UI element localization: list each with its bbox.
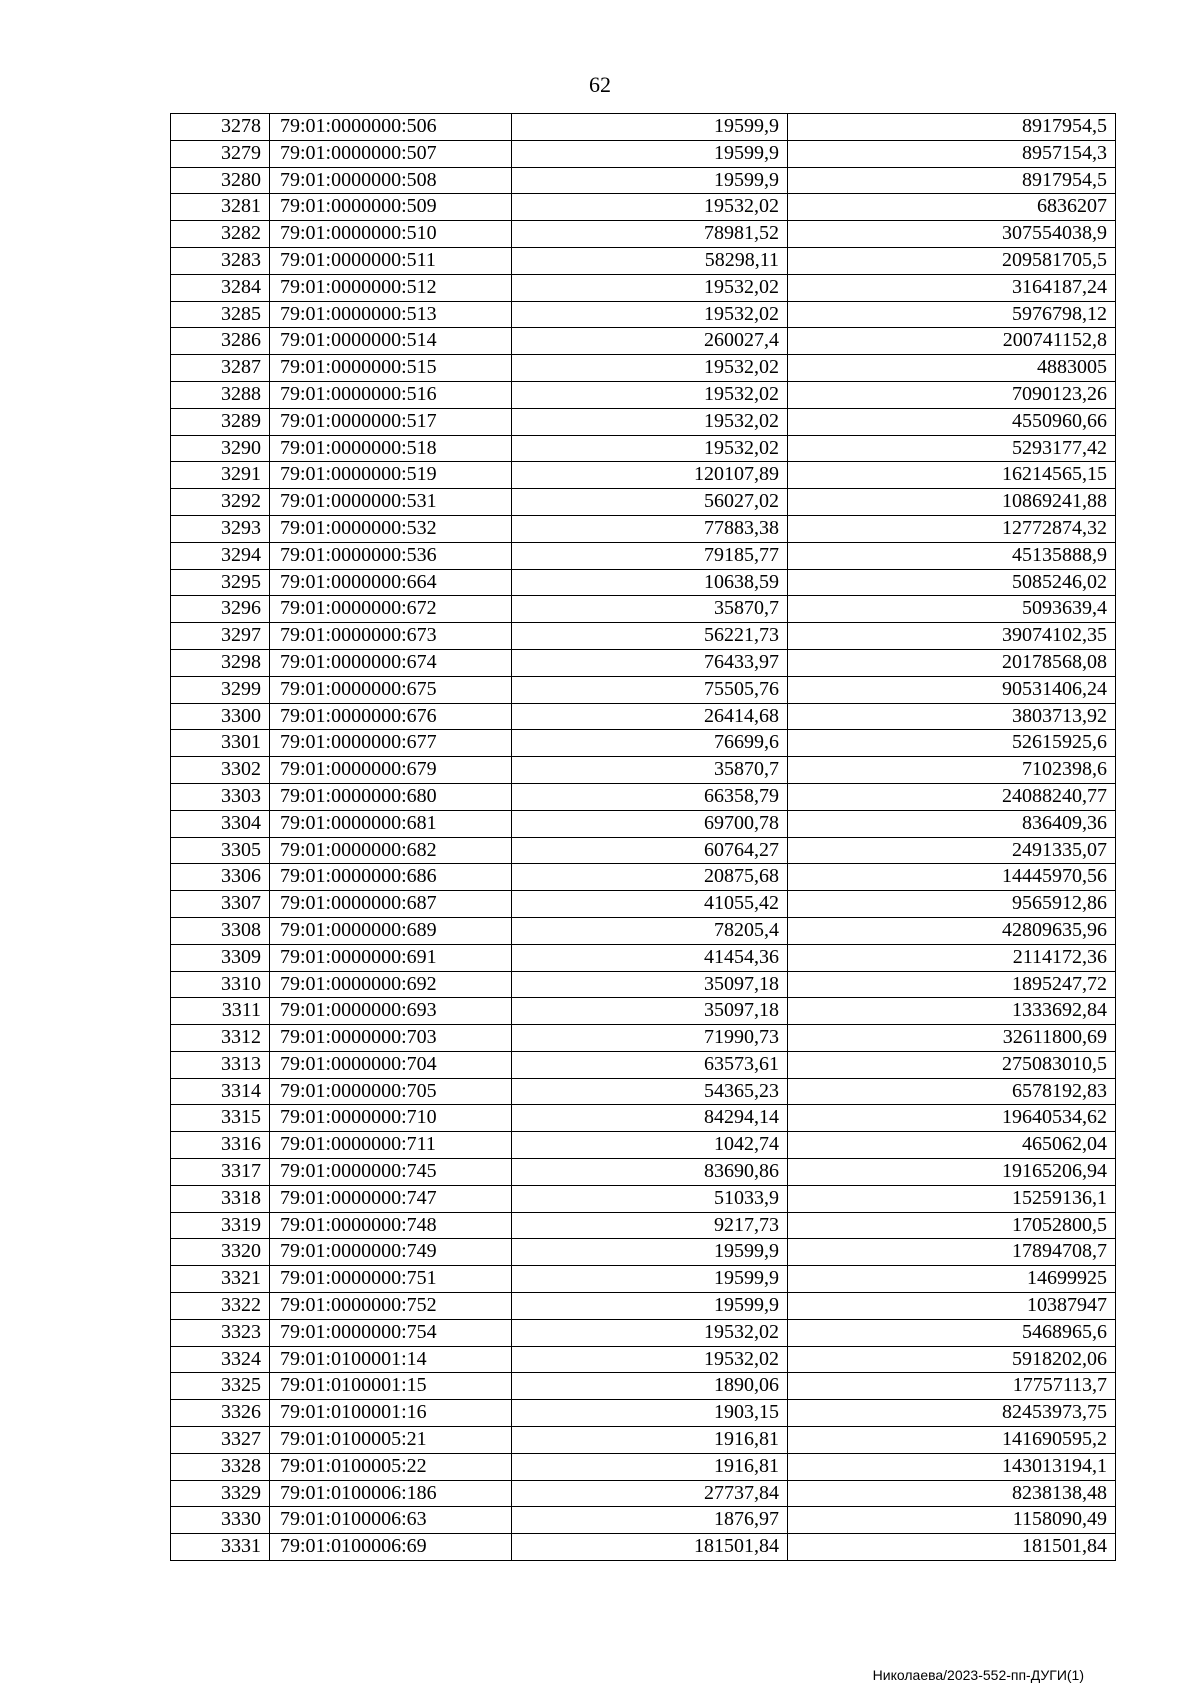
cadastral-value-cell: 4883005 <box>788 355 1116 382</box>
area-cell: 10638,59 <box>512 569 788 596</box>
cadastral-value-cell: 3164187,24 <box>788 274 1116 301</box>
table-body <box>171 114 1116 1561</box>
cadastral-value-cell: 5293177,42 <box>788 435 1116 462</box>
area-cell: 35870,7 <box>512 596 788 623</box>
row-number-cell: 3290 <box>171 435 270 462</box>
area-cell: 56221,73 <box>512 623 788 650</box>
cadastral-number-cell: 79:01:0000000:680 <box>270 783 512 810</box>
cadastral-number-cell: 79:01:0100001:16 <box>270 1400 512 1427</box>
table-row <box>171 1185 1116 1212</box>
table-row <box>171 114 1116 141</box>
cadastral-number-cell: 79:01:0000000:745 <box>270 1159 512 1186</box>
row-number-cell: 3304 <box>171 810 270 837</box>
table-row <box>171 1078 1116 1105</box>
cadastral-number-cell: 79:01:0100001:15 <box>270 1373 512 1400</box>
row-number-cell: 3320 <box>171 1239 270 1266</box>
area-cell: 66358,79 <box>512 783 788 810</box>
cadastral-value-cell: 1158090,49 <box>788 1507 1116 1534</box>
area-cell: 1916,81 <box>512 1427 788 1454</box>
cadastral-number-cell: 79:01:0000000:514 <box>270 328 512 355</box>
cadastral-value-cell: 8957154,3 <box>788 140 1116 167</box>
cadastral-number-cell: 79:01:0000000:512 <box>270 274 512 301</box>
row-number-cell: 3299 <box>171 676 270 703</box>
area-cell: 63573,61 <box>512 1051 788 1078</box>
cadastral-value-cell: 7090123,26 <box>788 381 1116 408</box>
table-row <box>171 837 1116 864</box>
table-row <box>171 730 1116 757</box>
cadastral-value-cell: 42809635,96 <box>788 917 1116 944</box>
table-row <box>171 783 1116 810</box>
table-row <box>171 1266 1116 1293</box>
area-cell: 1876,97 <box>512 1507 788 1534</box>
area-cell: 41055,42 <box>512 891 788 918</box>
table-row <box>171 703 1116 730</box>
cadastral-number-cell: 79:01:0000000:672 <box>270 596 512 623</box>
cadastral-number-cell: 79:01:0000000:513 <box>270 301 512 328</box>
page-number: 62 <box>589 72 611 97</box>
area-cell: 19532,02 <box>512 301 788 328</box>
cadastral-number-cell: 79:01:0000000:752 <box>270 1293 512 1320</box>
row-number-cell: 3286 <box>171 328 270 355</box>
cadastral-value-cell: 15259136,1 <box>788 1185 1116 1212</box>
cadastral-value-cell: 6836207 <box>788 194 1116 221</box>
table-row <box>171 676 1116 703</box>
table-row <box>171 167 1116 194</box>
table-row <box>171 1373 1116 1400</box>
area-cell: 78981,52 <box>512 221 788 248</box>
row-number-cell: 3297 <box>171 623 270 650</box>
row-number-cell: 3330 <box>171 1507 270 1534</box>
table-row <box>171 515 1116 542</box>
cadastral-number-cell: 79:01:0000000:519 <box>270 462 512 489</box>
cadastral-value-cell: 5085246,02 <box>788 569 1116 596</box>
cadastral-number-cell: 79:01:0000000:674 <box>270 649 512 676</box>
cadastral-value-cell: 17894708,7 <box>788 1239 1116 1266</box>
row-number-cell: 3282 <box>171 221 270 248</box>
cadastral-value-cell: 39074102,35 <box>788 623 1116 650</box>
cadastral-value-cell: 6578192,83 <box>788 1078 1116 1105</box>
cadastral-number-cell: 79:01:0000000:675 <box>270 676 512 703</box>
row-number-cell: 3280 <box>171 167 270 194</box>
cadastral-value-cell: 5976798,12 <box>788 301 1116 328</box>
cadastral-value-cell: 7102398,6 <box>788 757 1116 784</box>
area-cell: 19532,02 <box>512 355 788 382</box>
table-row <box>171 221 1116 248</box>
table-row <box>171 864 1116 891</box>
table-row <box>171 1212 1116 1239</box>
cadastral-value-cell: 181501,84 <box>788 1534 1116 1561</box>
cadastral-number-cell: 79:01:0000000:689 <box>270 917 512 944</box>
cadastral-number-cell: 79:01:0000000:682 <box>270 837 512 864</box>
cadastral-value-cell: 275083010,5 <box>788 1051 1116 1078</box>
table-row <box>171 998 1116 1025</box>
cadastral-value-cell: 307554038,9 <box>788 221 1116 248</box>
cadastral-number-cell: 79:01:0000000:692 <box>270 971 512 998</box>
area-cell: 19532,02 <box>512 194 788 221</box>
row-number-cell: 3291 <box>171 462 270 489</box>
row-number-cell: 3295 <box>171 569 270 596</box>
area-cell: 79185,77 <box>512 542 788 569</box>
row-number-cell: 3279 <box>171 140 270 167</box>
cadastral-number-cell: 79:01:0000000:711 <box>270 1132 512 1159</box>
table-row <box>171 408 1116 435</box>
cadastral-number-cell: 79:01:0100005:22 <box>270 1453 512 1480</box>
cadastral-number-cell: 79:01:0000000:748 <box>270 1212 512 1239</box>
row-number-cell: 3301 <box>171 730 270 757</box>
table-row <box>171 1400 1116 1427</box>
row-number-cell: 3324 <box>171 1346 270 1373</box>
cadastral-value-cell: 14699925 <box>788 1266 1116 1293</box>
cadastral-value-cell: 17757113,7 <box>788 1373 1116 1400</box>
cadastral-value-cell: 1333692,84 <box>788 998 1116 1025</box>
cadastral-value-cell: 4550960,66 <box>788 408 1116 435</box>
cadastral-value-cell: 10387947 <box>788 1293 1116 1320</box>
area-cell: 26414,68 <box>512 703 788 730</box>
row-number-cell: 3331 <box>171 1534 270 1561</box>
cadastral-value-cell: 2491335,07 <box>788 837 1116 864</box>
area-cell: 1916,81 <box>512 1453 788 1480</box>
area-cell: 58298,11 <box>512 247 788 274</box>
table-row <box>171 140 1116 167</box>
table-row <box>171 1051 1116 1078</box>
row-number-cell: 3285 <box>171 301 270 328</box>
cadastral-value-cell: 90531406,24 <box>788 676 1116 703</box>
cadastral-value-cell: 19640534,62 <box>788 1105 1116 1132</box>
table-row <box>171 623 1116 650</box>
cadastral-number-cell: 79:01:0000000:705 <box>270 1078 512 1105</box>
area-cell: 19532,02 <box>512 274 788 301</box>
area-cell: 56027,02 <box>512 489 788 516</box>
cadastral-value-cell: 14445970,56 <box>788 864 1116 891</box>
cadastral-value-cell: 200741152,8 <box>788 328 1116 355</box>
table-row <box>171 301 1116 328</box>
cadastral-number-cell: 79:01:0100006:69 <box>270 1534 512 1561</box>
area-cell: 19599,9 <box>512 114 788 141</box>
table-row <box>171 596 1116 623</box>
row-number-cell: 3312 <box>171 1025 270 1052</box>
row-number-cell: 3313 <box>171 1051 270 1078</box>
cadastral-number-cell: 79:01:0000000:686 <box>270 864 512 891</box>
table-row <box>171 1507 1116 1534</box>
table-row <box>171 569 1116 596</box>
cadastral-value-cell: 52615925,6 <box>788 730 1116 757</box>
cadastral-number-cell: 79:01:0000000:664 <box>270 569 512 596</box>
cadastral-number-cell: 79:01:0000000:516 <box>270 381 512 408</box>
area-cell: 51033,9 <box>512 1185 788 1212</box>
cadastral-number-cell: 79:01:0000000:754 <box>270 1319 512 1346</box>
area-cell: 19599,9 <box>512 1239 788 1266</box>
cadastral-number-cell: 79:01:0000000:676 <box>270 703 512 730</box>
row-number-cell: 3328 <box>171 1453 270 1480</box>
area-cell: 19532,02 <box>512 381 788 408</box>
table-row <box>171 247 1116 274</box>
row-number-cell: 3321 <box>171 1266 270 1293</box>
cadastral-value-cell: 141690595,2 <box>788 1427 1116 1454</box>
row-number-cell: 3316 <box>171 1132 270 1159</box>
table-row <box>171 1319 1116 1346</box>
cadastral-value-table <box>170 113 1116 1561</box>
area-cell: 181501,84 <box>512 1534 788 1561</box>
cadastral-value-cell: 5468965,6 <box>788 1319 1116 1346</box>
row-number-cell: 3281 <box>171 194 270 221</box>
area-cell: 76433,97 <box>512 649 788 676</box>
area-cell: 19532,02 <box>512 1346 788 1373</box>
cadastral-number-cell: 79:01:0000000:510 <box>270 221 512 248</box>
row-number-cell: 3278 <box>171 114 270 141</box>
table-row <box>171 489 1116 516</box>
cadastral-number-cell: 79:01:0000000:531 <box>270 489 512 516</box>
cadastral-number-cell: 79:01:0000000:536 <box>270 542 512 569</box>
area-cell: 19599,9 <box>512 167 788 194</box>
table-row <box>171 435 1116 462</box>
area-cell: 19532,02 <box>512 408 788 435</box>
cadastral-number-cell: 79:01:0000000:747 <box>270 1185 512 1212</box>
table-row <box>171 1105 1116 1132</box>
row-number-cell: 3318 <box>171 1185 270 1212</box>
cadastral-number-cell: 79:01:0000000:515 <box>270 355 512 382</box>
cadastral-number-cell: 79:01:0000000:507 <box>270 140 512 167</box>
cadastral-value-cell: 20178568,08 <box>788 649 1116 676</box>
row-number-cell: 3293 <box>171 515 270 542</box>
cadastral-number-cell: 79:01:0000000:704 <box>270 1051 512 1078</box>
cadastral-number-cell: 79:01:0000000:677 <box>270 730 512 757</box>
cadastral-number-cell: 79:01:0000000:518 <box>270 435 512 462</box>
table-row <box>171 355 1116 382</box>
cadastral-value-cell: 143013194,1 <box>788 1453 1116 1480</box>
cadastral-number-cell: 79:01:0000000:710 <box>270 1105 512 1132</box>
table-row <box>171 810 1116 837</box>
table-row <box>171 1480 1116 1507</box>
cadastral-value-cell: 465062,04 <box>788 1132 1116 1159</box>
area-cell: 19532,02 <box>512 1319 788 1346</box>
table-row <box>171 1534 1116 1561</box>
row-number-cell: 3310 <box>171 971 270 998</box>
cadastral-number-cell: 79:01:0000000:532 <box>270 515 512 542</box>
row-number-cell: 3315 <box>171 1105 270 1132</box>
cadastral-value-cell: 209581705,5 <box>788 247 1116 274</box>
area-cell: 120107,89 <box>512 462 788 489</box>
cadastral-number-cell: 79:01:0100005:21 <box>270 1427 512 1454</box>
row-number-cell: 3289 <box>171 408 270 435</box>
row-number-cell: 3298 <box>171 649 270 676</box>
cadastral-number-cell: 79:01:0000000:517 <box>270 408 512 435</box>
cadastral-number-cell: 79:01:0000000:751 <box>270 1266 512 1293</box>
table-row <box>171 1159 1116 1186</box>
area-cell: 19599,9 <box>512 140 788 167</box>
table-row <box>171 649 1116 676</box>
row-number-cell: 3327 <box>171 1427 270 1454</box>
row-number-cell: 3311 <box>171 998 270 1025</box>
cadastral-value-cell: 8238138,48 <box>788 1480 1116 1507</box>
area-cell: 19599,9 <box>512 1266 788 1293</box>
row-number-cell: 3307 <box>171 891 270 918</box>
row-number-cell: 3292 <box>171 489 270 516</box>
cadastral-number-cell: 79:01:0000000:691 <box>270 944 512 971</box>
row-number-cell: 3294 <box>171 542 270 569</box>
table-row <box>171 328 1116 355</box>
cadastral-value-cell: 8917954,5 <box>788 167 1116 194</box>
area-cell: 35870,7 <box>512 757 788 784</box>
cadastral-value-cell: 45135888,9 <box>788 542 1116 569</box>
table-row <box>171 971 1116 998</box>
cadastral-number-cell: 79:01:0000000:508 <box>270 167 512 194</box>
cadastral-number-cell: 79:01:0000000:687 <box>270 891 512 918</box>
area-cell: 84294,14 <box>512 1105 788 1132</box>
table-row <box>171 1427 1116 1454</box>
cadastral-value-cell: 19165206,94 <box>788 1159 1116 1186</box>
area-cell: 83690,86 <box>512 1159 788 1186</box>
row-number-cell: 3319 <box>171 1212 270 1239</box>
area-cell: 20875,68 <box>512 864 788 891</box>
cadastral-number-cell: 79:01:0000000:681 <box>270 810 512 837</box>
row-number-cell: 3309 <box>171 944 270 971</box>
area-cell: 41454,36 <box>512 944 788 971</box>
cadastral-value-cell: 9565912,86 <box>788 891 1116 918</box>
table-row <box>171 944 1116 971</box>
cadastral-number-cell: 79:01:0000000:511 <box>270 247 512 274</box>
cadastral-value-cell: 5093639,4 <box>788 596 1116 623</box>
cadastral-number-cell: 79:01:0000000:673 <box>270 623 512 650</box>
area-cell: 60764,27 <box>512 837 788 864</box>
cadastral-value-cell: 8917954,5 <box>788 114 1116 141</box>
area-cell: 76699,6 <box>512 730 788 757</box>
area-cell: 19532,02 <box>512 435 788 462</box>
table-row <box>171 462 1116 489</box>
area-cell: 35097,18 <box>512 971 788 998</box>
document-footer: Николаева/2023-552-пп-ДУГИ(1) <box>872 1667 1084 1683</box>
row-number-cell: 3300 <box>171 703 270 730</box>
area-cell: 1903,15 <box>512 1400 788 1427</box>
row-number-cell: 3329 <box>171 1480 270 1507</box>
cadastral-number-cell: 79:01:0000000:679 <box>270 757 512 784</box>
cadastral-number-cell: 79:01:0000000:749 <box>270 1239 512 1266</box>
row-number-cell: 3314 <box>171 1078 270 1105</box>
cadastral-number-cell: 79:01:0000000:693 <box>270 998 512 1025</box>
row-number-cell: 3287 <box>171 355 270 382</box>
table-row <box>171 274 1116 301</box>
area-cell: 75505,76 <box>512 676 788 703</box>
row-number-cell: 3325 <box>171 1373 270 1400</box>
cadastral-value-cell: 82453973,75 <box>788 1400 1116 1427</box>
cadastral-value-cell: 24088240,77 <box>788 783 1116 810</box>
row-number-cell: 3296 <box>171 596 270 623</box>
table-row <box>171 1293 1116 1320</box>
row-number-cell: 3306 <box>171 864 270 891</box>
cadastral-value-cell: 12772874,32 <box>788 515 1116 542</box>
row-number-cell: 3303 <box>171 783 270 810</box>
cadastral-value-cell: 16214565,15 <box>788 462 1116 489</box>
cadastral-value-cell: 5918202,06 <box>788 1346 1116 1373</box>
cadastral-number-cell: 79:01:0100006:63 <box>270 1507 512 1534</box>
row-number-cell: 3305 <box>171 837 270 864</box>
row-number-cell: 3317 <box>171 1159 270 1186</box>
row-number-cell: 3283 <box>171 247 270 274</box>
area-cell: 19599,9 <box>512 1293 788 1320</box>
area-cell: 9217,73 <box>512 1212 788 1239</box>
row-number-cell: 3323 <box>171 1319 270 1346</box>
cadastral-number-cell: 79:01:0000000:703 <box>270 1025 512 1052</box>
table-row <box>171 917 1116 944</box>
table-row <box>171 1239 1116 1266</box>
table-row <box>171 381 1116 408</box>
area-cell: 1890,06 <box>512 1373 788 1400</box>
table-row <box>171 757 1116 784</box>
table-row <box>171 891 1116 918</box>
area-cell: 54365,23 <box>512 1078 788 1105</box>
table-row <box>171 194 1116 221</box>
row-number-cell: 3308 <box>171 917 270 944</box>
table-row <box>171 1453 1116 1480</box>
cadastral-number-cell: 79:01:0000000:509 <box>270 194 512 221</box>
cadastral-value-cell: 17052800,5 <box>788 1212 1116 1239</box>
area-cell: 260027,4 <box>512 328 788 355</box>
cadastral-value-cell: 836409,36 <box>788 810 1116 837</box>
cadastral-number-cell: 79:01:0000000:506 <box>270 114 512 141</box>
cadastral-value-cell: 1895247,72 <box>788 971 1116 998</box>
table-row <box>171 1132 1116 1159</box>
cadastral-number-cell: 79:01:0100006:186 <box>270 1480 512 1507</box>
table-row <box>171 1025 1116 1052</box>
cadastral-value-cell: 32611800,69 <box>788 1025 1116 1052</box>
table-row <box>171 542 1116 569</box>
area-cell: 69700,78 <box>512 810 788 837</box>
cadastral-number-cell: 79:01:0100001:14 <box>270 1346 512 1373</box>
row-number-cell: 3326 <box>171 1400 270 1427</box>
row-number-cell: 3288 <box>171 381 270 408</box>
row-number-cell: 3302 <box>171 757 270 784</box>
area-cell: 71990,73 <box>512 1025 788 1052</box>
row-number-cell: 3284 <box>171 274 270 301</box>
area-cell: 77883,38 <box>512 515 788 542</box>
cadastral-value-cell: 3803713,92 <box>788 703 1116 730</box>
row-number-cell: 3322 <box>171 1293 270 1320</box>
area-cell: 27737,84 <box>512 1480 788 1507</box>
area-cell: 1042,74 <box>512 1132 788 1159</box>
table-row <box>171 1346 1116 1373</box>
area-cell: 35097,18 <box>512 998 788 1025</box>
cadastral-value-cell: 2114172,36 <box>788 944 1116 971</box>
area-cell: 78205,4 <box>512 917 788 944</box>
cadastral-value-cell: 10869241,88 <box>788 489 1116 516</box>
